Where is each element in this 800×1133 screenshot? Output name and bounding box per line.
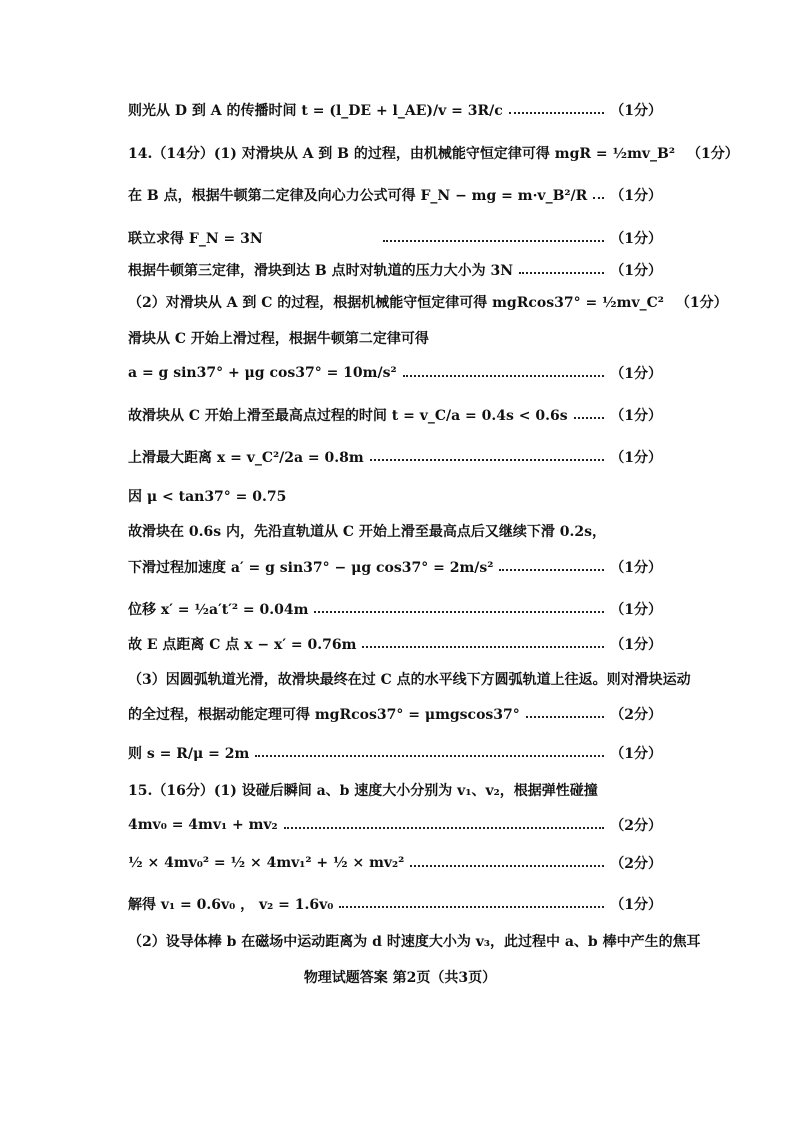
score-label: （2分）	[610, 707, 662, 723]
score-label: （1分）	[610, 602, 662, 618]
score-label: （1分）	[610, 450, 662, 466]
answer-line: 的全过程，根据动能定理可得 mgRcos37° = μmgscos37° （2分）	[128, 704, 662, 724]
leader-dots	[519, 272, 604, 274]
leader-dots	[526, 716, 604, 718]
leader-dots	[255, 755, 604, 757]
score-label: （1分）	[610, 897, 662, 913]
score-label: （1分）	[610, 366, 662, 382]
answer-line: 联立求得 F_N = 3N （1分）	[128, 228, 662, 248]
answer-line: （3）因圆弧轨道光滑，故滑块最终在过 C 点的水平线下方圆弧轨道上往返。则对滑块运动	[128, 672, 691, 688]
answer-line: 则光从 D 到 A 的传播时间 t = (l_DE + l_AE)/v = 3R/c （1分）	[128, 100, 662, 120]
leader-dots	[410, 865, 604, 867]
page-footer: 物理试题答案 第2页（共3页）	[303, 970, 497, 986]
answer-line: 上滑最大距离 x = v_C²/2a = 0.8m （1分）	[128, 447, 662, 467]
score-label: （2分）	[610, 856, 662, 872]
score-label: （1分）	[687, 146, 739, 162]
answer-line: 14.（14分）(1) 对滑块从 A 到 B 的过程，由机械能守恒定律可得 mgR = ½mv_B² （1分）	[128, 143, 662, 163]
leader-dots	[593, 197, 604, 199]
score-label: （1分）	[610, 231, 662, 247]
score-label: （1分）	[610, 560, 662, 576]
leader-dots	[574, 417, 605, 419]
answer-line: 则 s = R/μ = 2m （1分）	[128, 743, 662, 763]
score-label: （1分）	[610, 408, 662, 424]
answer-line: 故滑块从 C 开始上滑至最高点过程的时间 t = v_C/a = 0.4s < 0.6s （1分）	[128, 405, 662, 425]
answer-line: （2）对滑块从 A 到 C 的过程，根据机械能守恒定律可得 mgRcos37° = ½mv_C² （1分）	[128, 292, 662, 312]
answer-line: 下滑过程加速度 a′ = g sin37° − μg cos37° = 2m/s² （1分）	[128, 557, 662, 577]
leader-dots	[362, 646, 604, 648]
leader-dots	[284, 827, 605, 829]
answer-line: 故滑块在 0.6s 内，先沿直轨道从 C 开始上滑至最高点后又继续下滑 0.2s，	[128, 524, 606, 540]
answer-line: ½ × 4mv₀² = ½ × 4mv₁² + ½ × mv₂² （2分）	[128, 855, 662, 872]
leader-dots	[383, 240, 605, 242]
leader-dots	[339, 906, 604, 908]
answer-line: 解得 v₁ = 0.6v₀ ， v₂ = 1.6v₀ （1分）	[128, 894, 662, 914]
answer-line: （2）设导体棒 b 在磁场中运动距离为 d 时速度大小为 v₃，此过程中 a、b 棒中产生的焦耳	[128, 934, 701, 950]
leader-dots	[509, 112, 604, 114]
leader-dots	[499, 569, 604, 571]
score-label: （1分）	[675, 295, 728, 311]
score-label: （1分）	[610, 746, 662, 762]
answer-line: a = g sin37° + μg cos37° = 10m/s² （1分）	[128, 365, 662, 382]
score-label: （1分）	[610, 188, 662, 204]
score-label: （1分）	[610, 637, 662, 653]
leader-dots	[370, 459, 605, 461]
answer-line: 滑块从 C 开始上滑过程，根据牛顿第二定律可得	[128, 331, 429, 347]
answer-line: 故 E 点距离 C 点 x − x′ = 0.76m （1分）	[128, 634, 662, 654]
answer-line: 4mv₀ = 4mv₁ + mv₂ （2分）	[128, 817, 662, 834]
answer-line: 在 B 点，根据牛顿第二定律及向心力公式可得 F_N − mg = m·v_B²/R （1分）	[128, 185, 662, 205]
leader-dots	[314, 611, 604, 613]
answer-line: 根据牛顿第三定律，滑块到达 B 点时对轨道的压力大小为 3N （1分）	[128, 260, 662, 280]
leader-dots	[403, 375, 605, 377]
answer-line: 因 μ < tan37° = 0.75	[128, 489, 287, 505]
answer-line: 15.（16分）(1) 设碰后瞬间 a、b 速度大小分别为 v₁、v₂，根据弹性碰撞	[128, 783, 598, 799]
score-label: （1分）	[610, 103, 662, 119]
score-label: （2分）	[610, 818, 662, 834]
answer-line: 位移 x′ = ½a′t′² = 0.04m （1分）	[128, 599, 662, 619]
score-label: （1分）	[610, 263, 662, 279]
